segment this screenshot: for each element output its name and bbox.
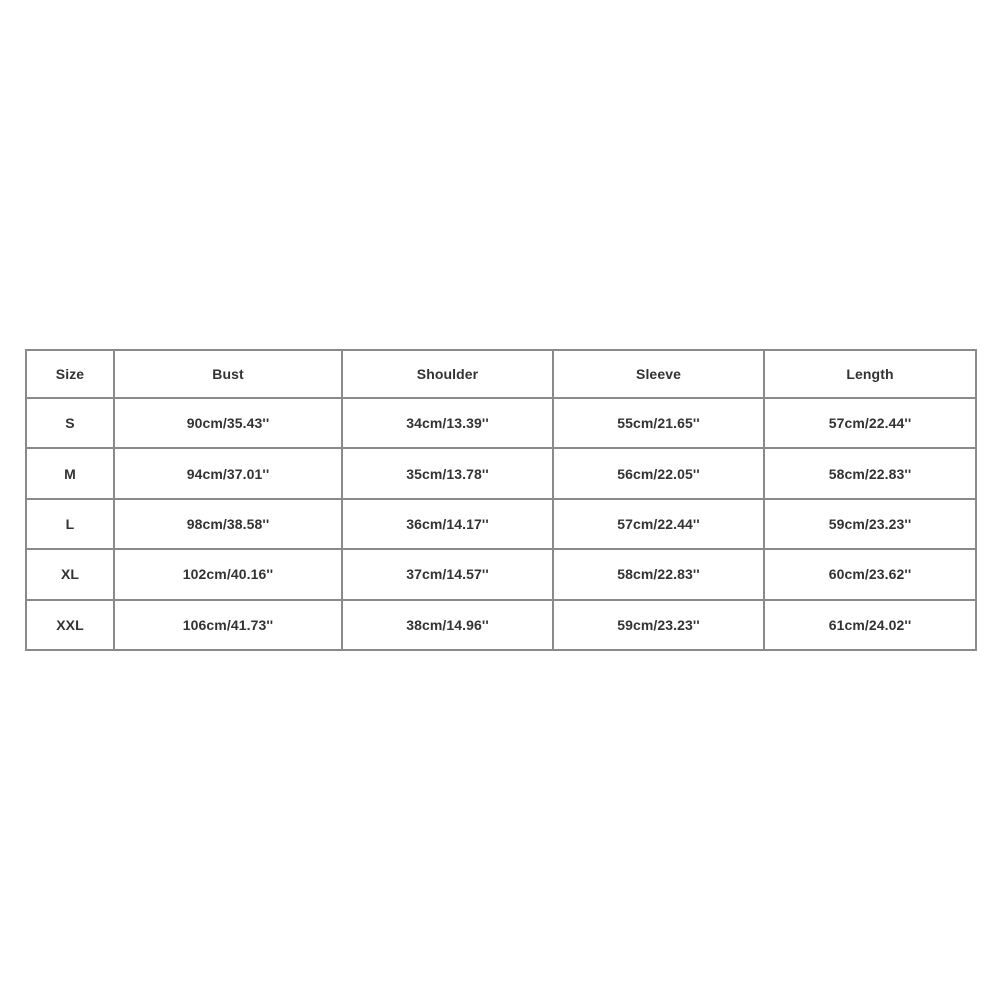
cell-shoulder: 38cm/14.96'' — [342, 600, 553, 650]
table-row — [26, 600, 976, 650]
cell-bust: 106cm/41.73'' — [114, 600, 342, 650]
cell-shoulder: 36cm/14.17'' — [342, 499, 553, 549]
cell-length: 60cm/23.62'' — [764, 549, 976, 599]
cell-bust: 94cm/37.01'' — [114, 448, 342, 498]
cell-size: XL — [26, 549, 114, 599]
cell-shoulder: 35cm/13.78'' — [342, 448, 553, 498]
header-sleeve: Sleeve — [553, 350, 764, 398]
cell-length: 59cm/23.23'' — [764, 499, 976, 549]
cell-sleeve: 59cm/23.23'' — [553, 600, 764, 650]
table-header-row — [26, 350, 976, 398]
header-shoulder: Shoulder — [342, 350, 553, 398]
cell-sleeve: 55cm/21.65'' — [553, 398, 764, 448]
cell-shoulder: 34cm/13.39'' — [342, 398, 553, 448]
cell-bust: 102cm/40.16'' — [114, 549, 342, 599]
cell-size: L — [26, 499, 114, 549]
cell-length: 58cm/22.83'' — [764, 448, 976, 498]
cell-size: XXL — [26, 600, 114, 650]
header-length: Length — [764, 350, 976, 398]
cell-size: M — [26, 448, 114, 498]
table-row — [26, 398, 976, 448]
size-chart-table — [25, 349, 977, 651]
cell-sleeve: 57cm/22.44'' — [553, 499, 764, 549]
header-size: Size — [26, 350, 114, 398]
cell-length: 57cm/22.44'' — [764, 398, 976, 448]
cell-length: 61cm/24.02'' — [764, 600, 976, 650]
cell-sleeve: 58cm/22.83'' — [553, 549, 764, 599]
table-row — [26, 549, 976, 599]
cell-sleeve: 56cm/22.05'' — [553, 448, 764, 498]
header-bust: Bust — [114, 350, 342, 398]
cell-bust: 90cm/35.43'' — [114, 398, 342, 448]
cell-shoulder: 37cm/14.57'' — [342, 549, 553, 599]
table-row — [26, 499, 976, 549]
cell-bust: 98cm/38.58'' — [114, 499, 342, 549]
table-row — [26, 448, 976, 498]
cell-size: S — [26, 398, 114, 448]
